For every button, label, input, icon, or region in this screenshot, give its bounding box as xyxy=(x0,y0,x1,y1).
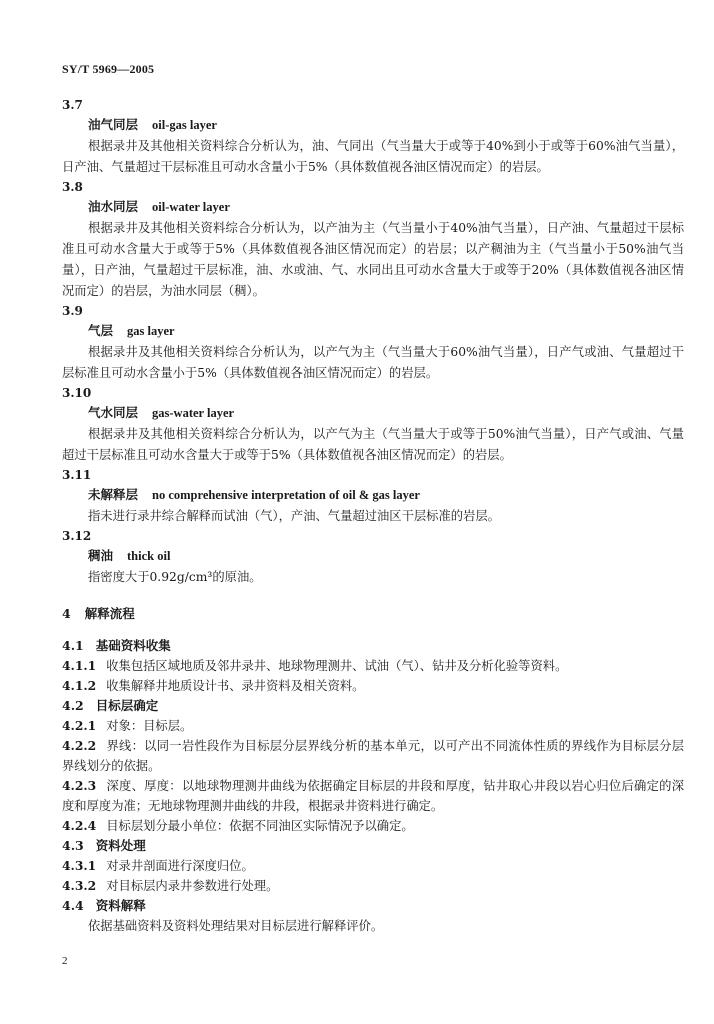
clause-text: 资料解释 xyxy=(95,898,146,913)
clause-number: 4.2.4 xyxy=(62,818,97,833)
term-number: 3.9 xyxy=(62,304,83,318)
terms-section xyxy=(62,96,684,588)
term-definition: 指未进行录井综合解释而试油（气），产油、气量超过油区干层标准的岩层。 xyxy=(88,509,500,523)
term-heading xyxy=(62,196,684,218)
subsection-heading xyxy=(62,896,684,916)
clause-item xyxy=(62,656,684,676)
clause-item xyxy=(62,816,684,836)
term-chinese: 未解释层 xyxy=(88,487,139,502)
clause-text: 基础资料收集 xyxy=(95,638,171,653)
clause-text: 资料处理 xyxy=(95,838,146,853)
clause-number: 4.2.2 xyxy=(62,738,97,753)
subsection-heading xyxy=(62,696,684,716)
subsection-heading xyxy=(62,836,684,856)
term-english: oil-gas layer xyxy=(152,118,217,132)
term-chinese: 气水同层 xyxy=(88,405,139,420)
section-4-title: 解释流程 xyxy=(84,606,135,621)
clause-text: 收集包括区域地质及邻井录井、地球物理测井、试油（气）、钻井及分析化验等资料。 xyxy=(106,659,568,673)
term-english: gas-water layer xyxy=(152,406,235,420)
term-number: 3.11 xyxy=(62,468,92,482)
clause-text: 目标层划分最小单位：依据不同油区实际情况予以确定。 xyxy=(106,819,414,833)
clause-number: 4.2.3 xyxy=(62,778,97,793)
clause-number: 4.1.2 xyxy=(62,678,97,693)
term-english: no comprehensive interpretation of oil & gas layer xyxy=(152,488,420,502)
term-heading xyxy=(62,320,684,342)
term-number: 3.8 xyxy=(62,180,83,194)
term-definition: 根据录井及其他相关资料综合分析认为，以产油为主（气当量小于40%油气当量），日产油、气量超过干层标准且可动水含量大于或等于5%（具体数值视各油区情况而定）的岩层；以产稠油为主（气当量小于50%油气当量），日产油，气量超过干层标准，油、水或油、气、水同出且可动水含量大于或等于20%（具体数值视各油区情况而定）的岩层，为油水同层（稠）。 xyxy=(62,221,684,298)
clause-number: 4.4 xyxy=(62,898,84,913)
term-heading xyxy=(62,114,684,136)
clause-text: 对目标层内录井参数进行处理。 xyxy=(106,879,279,893)
subsection-heading xyxy=(62,636,684,656)
page-number: 2 xyxy=(62,955,68,967)
clause-text: 收集解释井地质设计书、录井资料及相关资料。 xyxy=(106,679,365,693)
term-definition: 根据录井及其他相关资料综合分析认为，以产气为主（气当量大于或等于50%油气当量），日产气或油、气量超过干层标准且可动水含量大于或等于5%（具体数值视各油区情况而定）的岩层。 xyxy=(62,427,684,462)
clause-item xyxy=(62,876,684,896)
clause-item xyxy=(62,856,684,876)
clause-text: 界线：以同一岩性段作为目标层分层界线分析的基本单元，以可产出不同流体性质的界线作为目标层分层界线划分的依据。 xyxy=(62,739,684,773)
section-4-number: 4 xyxy=(62,606,71,621)
clause-text: 深度、厚度：以地球物理测井曲线为依据确定目标层的井段和厚度，钻井取心井段以岩心归位后确定的深度和厚度为准；无地球物理测井曲线的井段，根据录井资料进行确定。 xyxy=(62,779,684,813)
clause-text: 对象：目标层。 xyxy=(106,719,193,733)
term-number: 3.7 xyxy=(62,98,83,112)
clause-number: 4.1.1 xyxy=(62,658,97,673)
term-definition: 根据录井及其他相关资料综合分析认为，以产气为主（气当量大于60%油气当量），日产气或油、气量超过干层标准且可动水含量小于5%（具体数值视各油区情况而定）的岩层。 xyxy=(62,345,684,380)
clause-number: 4.1 xyxy=(62,638,84,653)
section-gap xyxy=(62,588,684,594)
term-chinese: 稠油 xyxy=(88,548,114,563)
document-body xyxy=(62,96,684,937)
term-definition: 根据录井及其他相关资料综合分析认为，油、气同出（气当量大于或等于40%到小于或等于60%油气当量），日产油、气量超过干层标准且可动水含量小于5%（具体数值视各油区情况而定）的岩层。 xyxy=(62,139,684,174)
clause-item xyxy=(62,676,684,696)
clause-text: 对录井剖面进行深度归位。 xyxy=(106,859,254,873)
clause-number: 4.3.2 xyxy=(62,878,97,893)
body-paragraph: 依据基础资料及资料处理结果对目标层进行解释评价。 xyxy=(88,919,384,933)
term-heading xyxy=(62,545,684,567)
clause-number: 4.2 xyxy=(62,698,84,713)
term-chinese: 油水同层 xyxy=(88,199,139,214)
clause-number: 4.3 xyxy=(62,838,84,853)
term-definition: 指密度大于0.92g/cm³的原油。 xyxy=(88,570,262,584)
clause-text: 目标层确定 xyxy=(95,698,159,713)
standard-code-header: SY/T 5969—2005 xyxy=(62,62,155,76)
term-english: thick oil xyxy=(127,549,171,563)
clause-item xyxy=(62,716,684,736)
clause-number: 4.3.1 xyxy=(62,858,97,873)
term-number: 3.10 xyxy=(62,386,92,400)
clause-number: 4.2.1 xyxy=(62,718,97,733)
term-chinese: 气层 xyxy=(88,323,114,338)
section-4-heading xyxy=(62,604,684,624)
term-number: 3.12 xyxy=(62,529,92,543)
term-chinese: 油气同层 xyxy=(88,117,139,132)
clause-item xyxy=(62,736,684,776)
section-4-body xyxy=(62,636,684,937)
term-english: gas layer xyxy=(127,324,175,338)
term-heading xyxy=(62,402,684,424)
term-heading xyxy=(62,484,684,506)
clause-item xyxy=(62,776,684,816)
term-english: oil-water layer xyxy=(152,200,230,214)
